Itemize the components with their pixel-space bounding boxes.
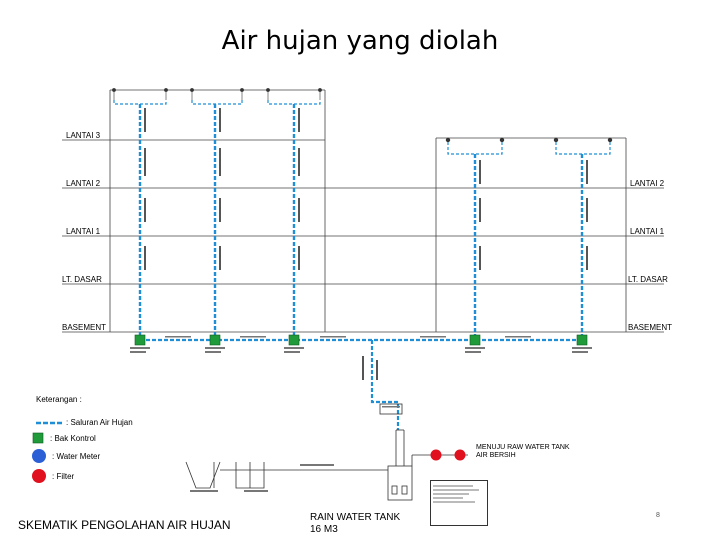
floor-label-left-lantai-2: LANTAI 2 (66, 179, 101, 188)
floor-lines (62, 140, 664, 332)
footer-schematic-title: SKEMATIK PENGOLAHAN AIR HUJAN (18, 518, 231, 532)
tank-spec-box (430, 480, 488, 526)
floor-label-left-lantai-1: LANTAI 1 (66, 227, 101, 236)
control-box-4 (470, 335, 480, 345)
control-box-annotations (130, 336, 592, 353)
filter-2 (455, 450, 466, 461)
outlet-destination-line-2: AIR BERSIH (476, 452, 516, 459)
control-box-3 (289, 335, 299, 345)
collector-pipe (140, 340, 582, 430)
legend-label-water-meter: : Water Meter (52, 452, 101, 461)
filter-1 (431, 450, 442, 461)
control-box-1 (135, 335, 145, 345)
legend-water-meter-icon (32, 449, 46, 463)
outlet-destination-line-1: MENUJU RAW WATER TANK (476, 444, 570, 451)
rain-water-tank-line-2: 16 M3 (310, 524, 338, 535)
floor-label-left-basement: BASEMENT (62, 323, 107, 332)
legend-label-control-box: : Bak Kontrol (50, 434, 96, 443)
building-outline-right (436, 138, 626, 332)
inlet-basin (186, 462, 220, 488)
pump-unit (388, 466, 412, 500)
legend-control-box-icon (33, 433, 43, 443)
floor-label-left-lantai-3: LANTAI 3 (66, 131, 101, 140)
page-number: 8 (656, 512, 660, 519)
roof-gutter-pipes-left (114, 100, 320, 104)
legend-label-filter: : Filter (52, 472, 75, 481)
control-box-2 (210, 335, 220, 345)
floor-label-right-basement: BASEMENT (628, 323, 673, 332)
treatment-equipment (186, 404, 412, 500)
roof-gutter-pipes-right (448, 142, 610, 154)
building-outline-left (110, 90, 325, 332)
floor-label-right-lantai-2: LANTAI 2 (630, 179, 665, 188)
rain-water-tank-line-1: RAIN WATER TANK (310, 512, 401, 523)
outlet-destination-label (476, 444, 570, 460)
equipment-annotations (190, 406, 400, 492)
page-title: Air hujan yang diolah (221, 26, 499, 56)
rain-water-tank-label (310, 512, 400, 536)
control-box-5 (577, 335, 587, 345)
legend-title: Keterangan : (36, 395, 82, 404)
floor-label-right-lantai-1: LANTAI 1 (630, 227, 665, 236)
legend-filter-icon (32, 469, 46, 483)
roof-drains-right (446, 138, 612, 142)
floor-label-left-lt-dasar: LT. DASAR (62, 275, 102, 284)
legend-label-pipe: : Saluran Air Hujan (66, 418, 133, 427)
rainwater-risers (140, 104, 582, 337)
floor-label-right-lt-dasar: LT. DASAR (628, 275, 668, 284)
